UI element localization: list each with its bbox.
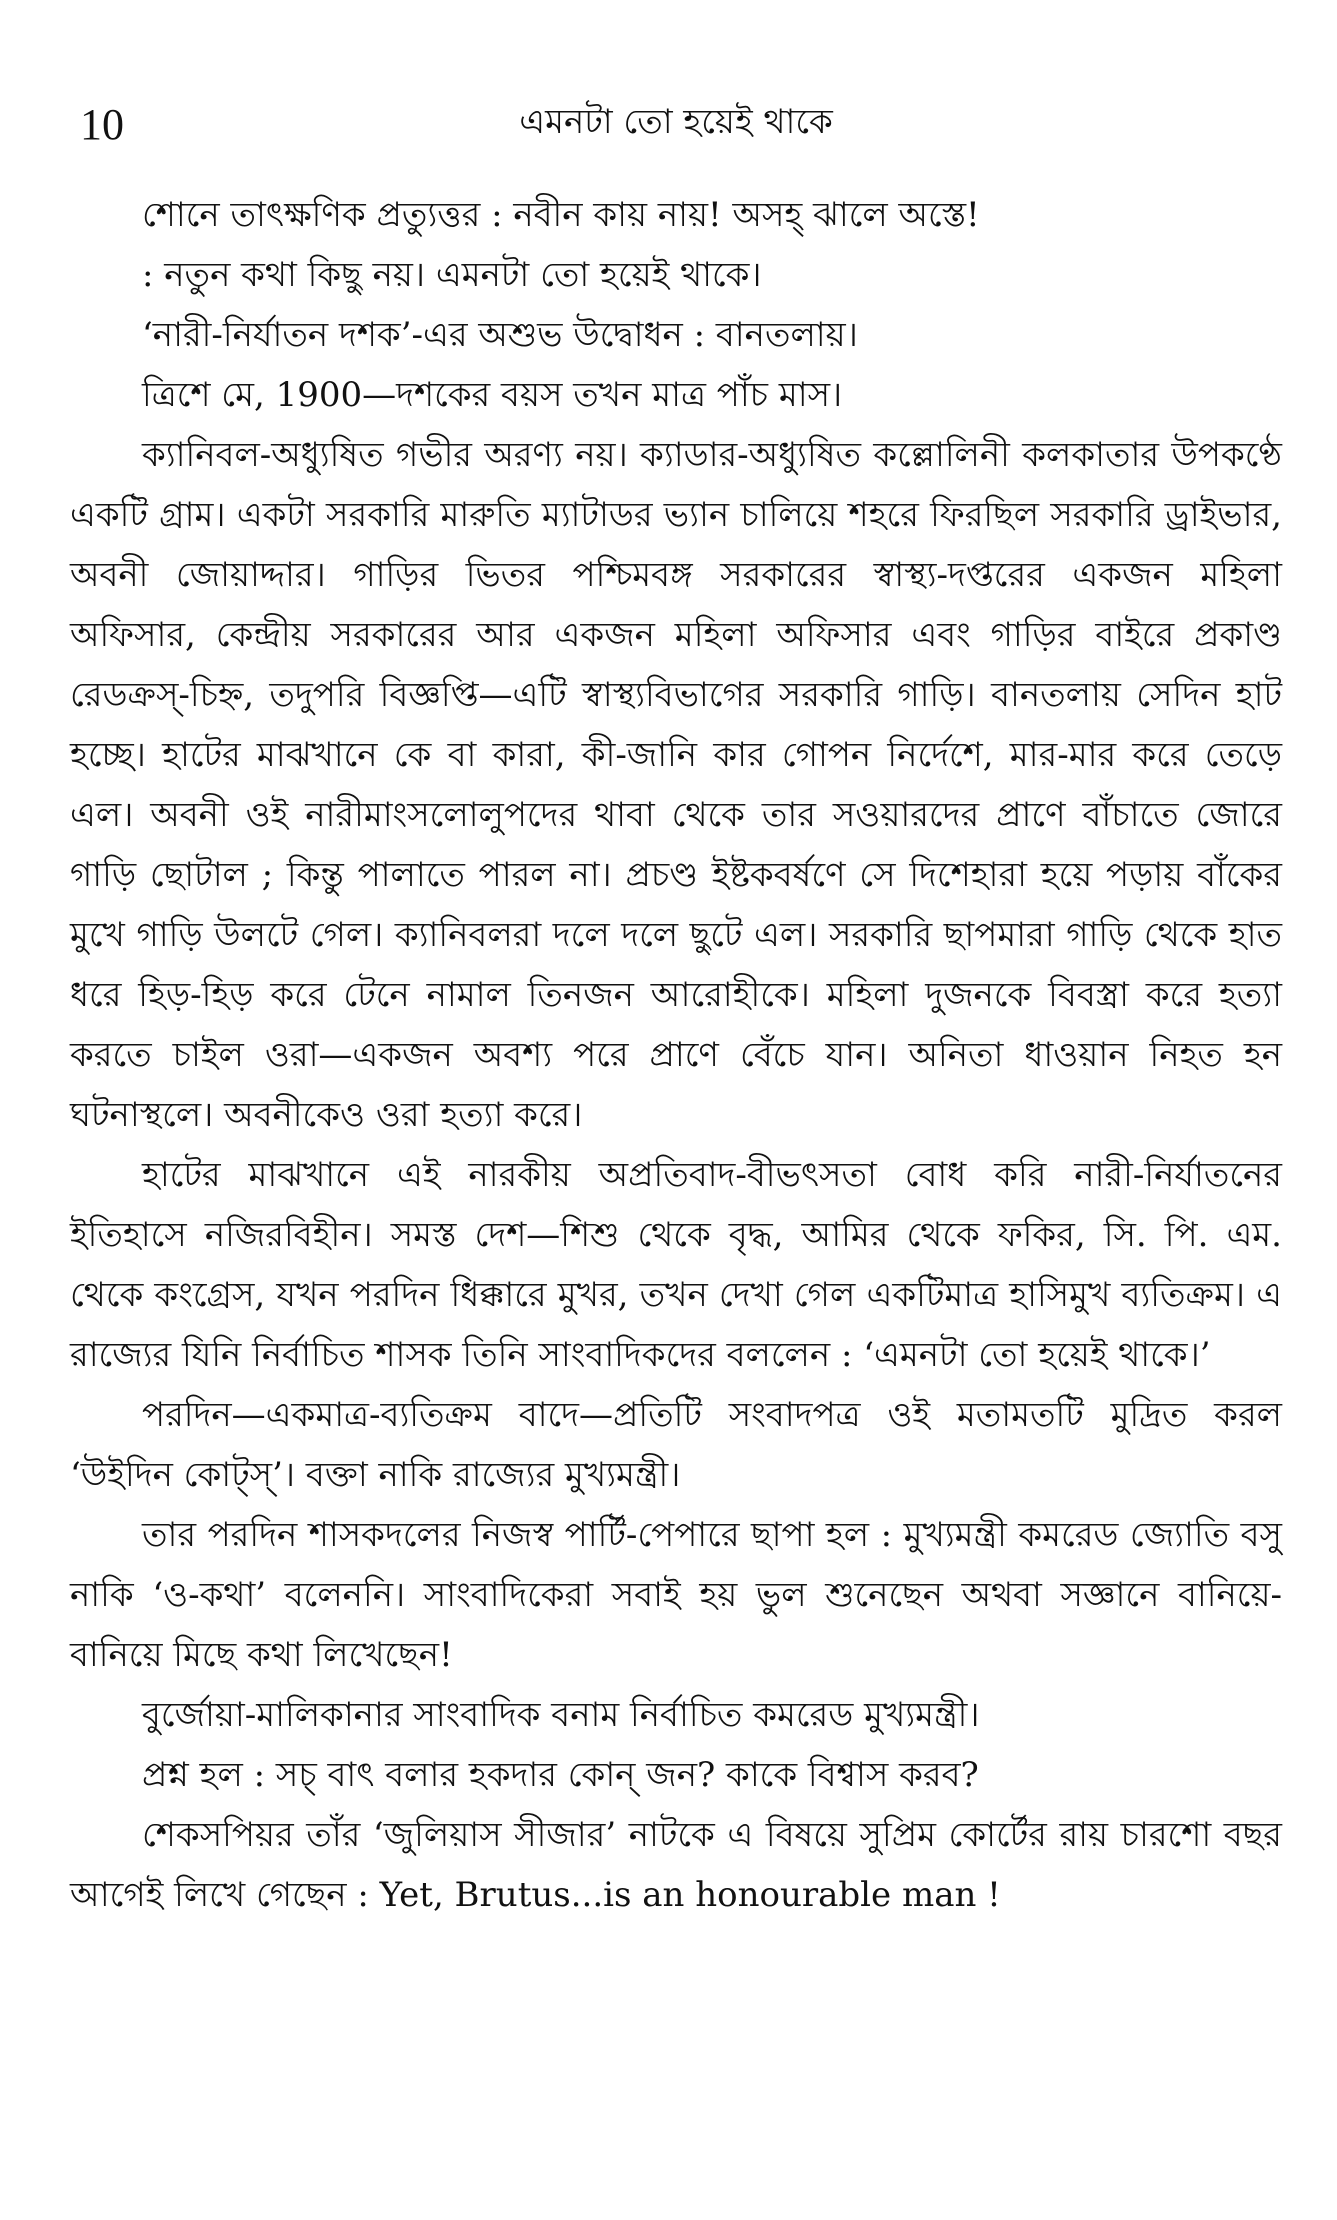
paragraph: ত্রিশে মে, 1900—দশকের বয়স তখন মাত্র পাঁচ মাস। bbox=[142, 375, 843, 415]
paragraph: শোনে তাৎক্ষণিক প্রত্যুত্তর : নবীন কায় নায়! অসহ্ ঝালে অস্তে! bbox=[142, 195, 980, 235]
paragraph: ‘নারী-নির্যাতন দশক’-এর অশুভ উদ্বোধন : বানতলায়। bbox=[142, 315, 858, 355]
page-number: 10 bbox=[80, 100, 124, 149]
paragraph: শেকসপিয়র তাঁর ‘জুলিয়াস সীজার’ নাটকে এ বিষয়ে সুপ্রিম কোর্টের রায় চারশো বছর আগেই লিখে গেছেন : Yet, Brutus...is an honourable man ! bbox=[70, 1815, 1282, 1915]
paragraph: তার পরদিন শাসকদলের নিজস্ব পার্টি-পেপারে ছাপা হল : মুখ্যমন্ত্রী কমরেড জ্যোতি বসু নাকি ‘ও-কথা’ বলেননি। সাংবাদিকেরা সবাই হয় ভুল শুনেছেন অথবা সজ্ঞানে বানিয়ে-বানিয়ে মিছে কথা লিখেছেন! bbox=[70, 1515, 1282, 1675]
paragraph: পরদিন—একমাত্র-ব্যতিক্রম বাদে—প্রতিটি সংবাদপত্র ওই মতামতটি মুদ্রিত করল ‘উইদিন কোট্স্’। বক্তা নাকি রাজ্যের মুখ্যমন্ত্রী। bbox=[70, 1395, 1282, 1495]
paragraph: হাটের মাঝখানে এই নারকীয় অপ্রতিবাদ-বীভৎসতা বোধ করি নারী-নির্যাতনের ইতিহাসে নজিরবিহীন। সমস্ত দেশ—শিশু থেকে বৃদ্ধ, আমির থেকে ফকির, সি. পি. এম. থেকে কংগ্রেস, যখন পরদিন ধিক্কারে মুখর, তখন দেখা গেল একটিমাত্র হাসিমুখ ব্যতিক্রম। এ রাজ্যের যিনি নির্বাচিত শাসক তিনি সাংবাদিকদের বললেন : ‘এমনটা তো হয়েই থাকে।’ bbox=[70, 1155, 1282, 1375]
paragraph: প্রশ্ন হল : সচ্ বাৎ বলার হকদার কোন্ জন? কাকে বিশ্বাস করব? bbox=[142, 1755, 979, 1795]
body-text bbox=[70, 185, 1282, 1925]
paragraph: : নতুন কথা কিছু নয়। এমনটা তো হয়েই থাকে। bbox=[142, 255, 762, 295]
page-header bbox=[70, 95, 1282, 185]
paragraph: ক্যানিবল-অধ্যুষিত গভীর অরণ্য নয়। ক্যাডার-অধ্যুষিত কল্লোলিনী কলকাতার উপকণ্ঠে একটি গ্রাম। একটা সরকারি মারুতি ম্যাটাডর ভ্যান চালিয়ে শহরে ফিরছিল সরকারি ড্রাইভার, অবনী জোয়াদ্দার। গাড়ির ভিতর পশ্চিমবঙ্গ সরকারের স্বাস্থ্য-দপ্তরের একজন মহিলা অফিসার, কেন্দ্রীয় সরকারের আর একজন মহিলা অফিসার এবং গাড়ির বাইরে প্রকাণ্ড রেডক্রস্-চিহ্ন, তদুপরি বিজ্ঞপ্তি—এটি স্বাস্থ্যবিভাগের সরকারি গাড়ি। বানতলায় সেদিন হাট হচ্ছে। হাটের মাঝখানে কে বা কারা, কী-জানি কার গোপন নির্দেশে, মার-মার করে তেড়ে এল। অবনী ওই নারীমাংসলোলুপদের থাবা থেকে তার সওয়ারদের প্রাণে বাঁচাতে জোরে গাড়ি ছোটাল ; কিন্তু পালাতে পারল না। প্রচণ্ড ইষ্টকবর্ষণে সে দিশেহারা হয়ে পড়ায় বাঁকের মুখে গাড়ি উলটে গেল। ক্যানিবলরা দলে দলে ছুটে এল। সরকারি ছাপমারা গাড়ি থেকে হাত ধরে হিড়-হিড় করে টেনে নামাল তিনজন আরোহীকে। মহিলা দুজনকে বিবস্ত্রা করে হত্যা করতে চাইল ওরা—একজন অবশ্য পরে প্রাণে বেঁচে যান। অনিতা ধাওয়ান নিহত হন ঘটনাস্থলে। অবনীকেও ওরা হত্যা করে। bbox=[70, 435, 1282, 1135]
paragraph: বুর্জোয়া-মালিকানার সাংবাদিক বনাম নির্বাচিত কমরেড মুখ্যমন্ত্রী। bbox=[142, 1695, 980, 1735]
running-title: এমনটা তো হয়েই থাকে bbox=[519, 102, 833, 142]
